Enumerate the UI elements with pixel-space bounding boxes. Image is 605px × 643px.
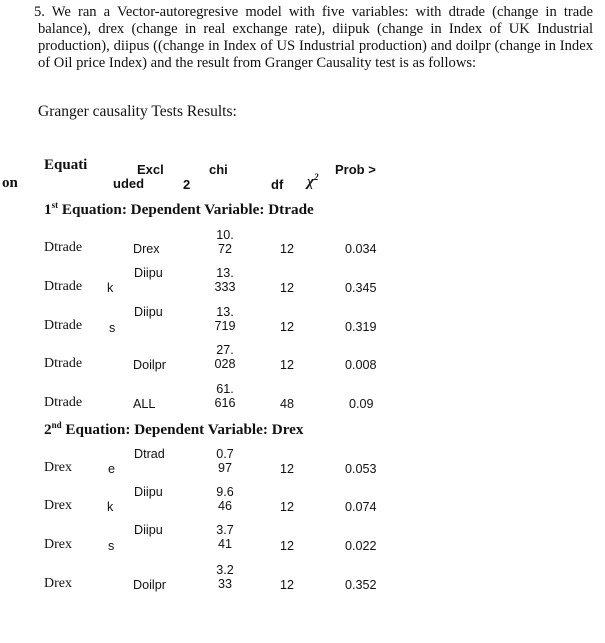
header-df: df: [271, 177, 284, 192]
excluded-cell: Diipu: [134, 305, 163, 319]
prob-cell: 0.053: [345, 462, 377, 476]
question-number: 5.: [34, 4, 45, 20]
prob-cell: 0.034: [345, 242, 377, 256]
equation-cell-tail: s: [108, 539, 115, 553]
prob-cell: 0.352: [345, 578, 377, 592]
chi2-cell: 97: [217, 461, 232, 475]
equation-cell-tail: s: [109, 321, 116, 335]
header-equation: Equati: [44, 157, 88, 173]
prob-cell: 0.345: [345, 281, 377, 295]
excluded-cell: Diipu: [134, 523, 163, 537]
chi2-cell-top: 10.: [216, 228, 234, 242]
prob-cell: 0.09: [349, 397, 374, 411]
prob-cell: 0.074: [345, 500, 377, 514]
equation-cell: Drex: [44, 537, 72, 552]
chi2-cell: 33: [217, 577, 232, 591]
equation-cell: Dtrade: [44, 395, 83, 410]
chi2-cell: 028: [214, 357, 236, 371]
equation-cell: Dtrade: [44, 318, 83, 333]
equation-cell: Drex: [44, 576, 72, 591]
chi2-cell: 333: [214, 280, 236, 294]
chi2-cell-top: 9.6: [216, 485, 234, 499]
excluded-cell: Diipu: [134, 485, 163, 499]
header-chi-wrap: 2: [183, 177, 191, 192]
question-body: We ran a Vector-autoregresive model with five variables: with dtrade (change in trade balance), drex (change in real exchange rate), diipuk (change in Index of UK Industrial production), diipus ((change in Index of US Industrial production) and doilpr (change in Index of Oil price Index) and the result from Granger Causality test is as follows:: [38, 4, 593, 71]
chi2-cell: 719: [214, 319, 236, 333]
prob-cell: 0.319: [345, 320, 377, 334]
equation-cell: Dtrade: [44, 240, 83, 255]
equation-cell-tail: k: [107, 500, 114, 514]
header-equation-wrap: on: [2, 175, 18, 191]
chi2-cell-top: 0.7: [216, 447, 234, 461]
chi2-cell: 46: [217, 499, 232, 513]
chi2-cell-top: 27.: [216, 343, 234, 357]
excluded-cell: Doilpr: [133, 578, 166, 592]
df-cell: 12: [280, 578, 295, 592]
section-title-2: 2nd Equation: Dependent Variable: Drex: [44, 420, 304, 439]
excluded-cell: ALL: [133, 397, 156, 411]
chi2-cell: 72: [217, 242, 232, 256]
df-cell: 12: [280, 500, 295, 514]
header-chi: chi: [209, 162, 228, 177]
equation-cell: Drex: [44, 460, 72, 475]
header-chi-symbol: $\chi^2$: [307, 172, 319, 190]
chi2-cell-top: 3.2: [216, 563, 234, 577]
df-cell: 12: [280, 539, 295, 553]
excluded-cell: Dtrad: [134, 447, 165, 461]
df-cell: 12: [280, 242, 295, 256]
excluded-cell: Doilpr: [133, 358, 166, 372]
excluded-cell: Drex: [133, 242, 160, 256]
df-cell: 12: [280, 281, 295, 295]
df-cell: 12: [280, 462, 295, 476]
chi2-cell-top: 3.7: [216, 523, 234, 537]
header-prob: Prob >: [335, 162, 376, 177]
table-caption: Granger causality Tests Results:: [38, 103, 237, 120]
prob-cell: 0.008: [345, 358, 377, 372]
equation-cell: Dtrade: [44, 356, 83, 371]
prob-cell: 0.022: [345, 539, 377, 553]
equation-cell: Dtrade: [44, 279, 83, 294]
excluded-cell: Diipu: [134, 266, 163, 280]
header-excluded: Excl: [137, 162, 164, 177]
equation-cell-tail: e: [108, 462, 116, 476]
chi2-cell: 41: [217, 537, 232, 551]
question-text: [34, 4, 593, 72]
df-cell: 12: [280, 358, 295, 372]
header-excluded-wrap: uded: [113, 176, 145, 191]
section-title-1: 1st Equation: Dependent Variable: Dtrade: [44, 200, 314, 219]
equation-cell: Drex: [44, 498, 72, 513]
chi2-cell-top: 13.: [216, 266, 234, 280]
chi2-cell-top: 13.: [216, 305, 234, 319]
equation-cell-tail: k: [107, 281, 114, 295]
df-cell: 48: [280, 397, 295, 411]
chi2-cell: 616: [214, 396, 236, 410]
df-cell: 12: [280, 320, 295, 334]
chi2-cell-top: 61.: [216, 382, 234, 396]
